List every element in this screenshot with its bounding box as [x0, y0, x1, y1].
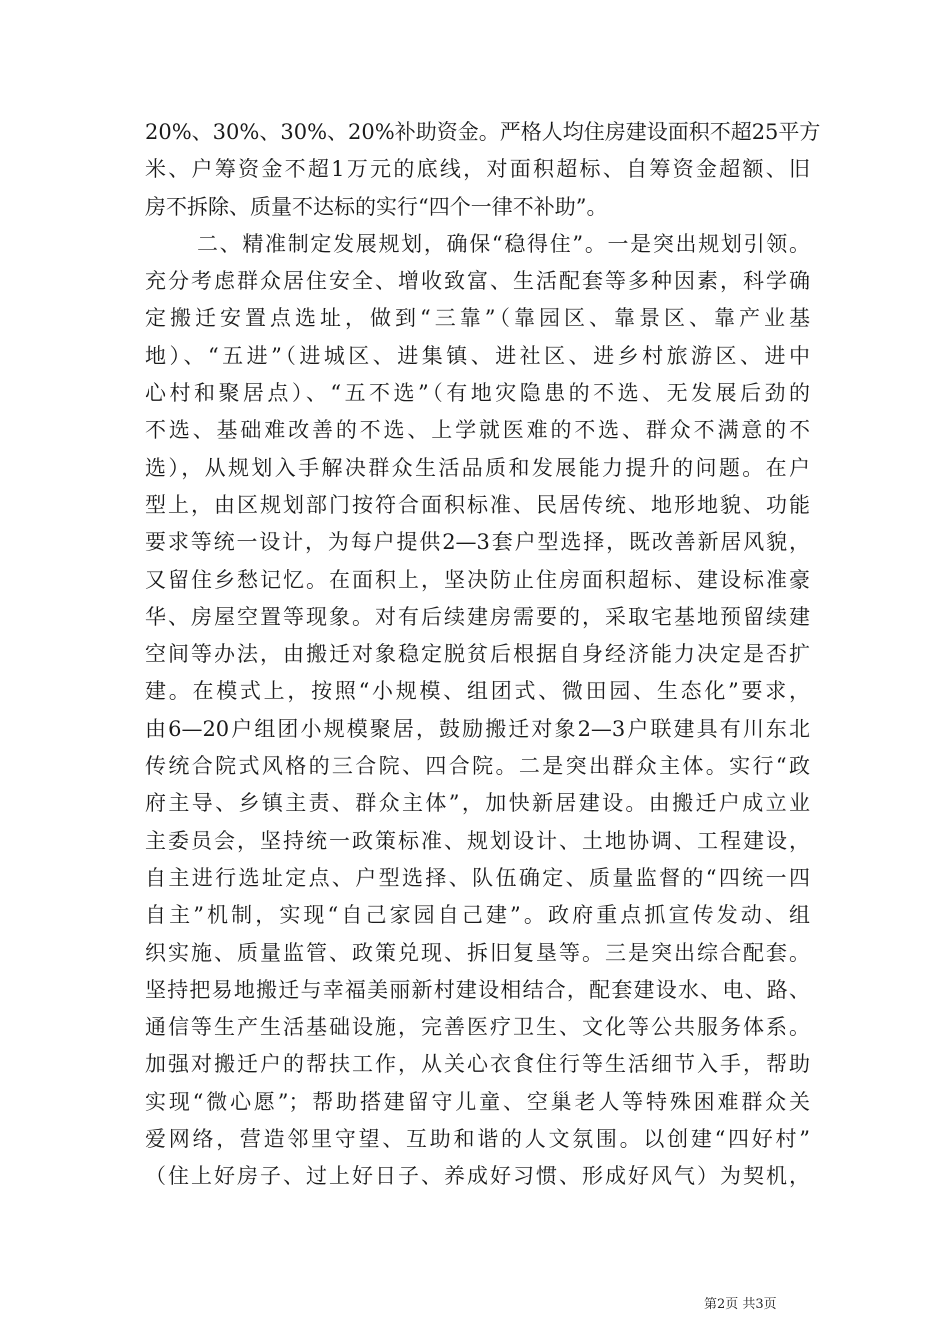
- text-line: 坚持把易地搬迁与幸福美丽新村建设相结合，配套建设水、电、路、: [145, 977, 810, 1002]
- text-line: 充分考虑群众居住安全、增收致富、生活配套等多种因素，科学确: [145, 269, 810, 294]
- text-line: 地）、“五进”（进城区、进集镇、进社区、进乡村旅游区、进中: [145, 343, 810, 368]
- text-line: 自主进行选址定点、户型选择、队伍确定、质量监督的“四统一四: [145, 865, 810, 890]
- page-number-footer: 第2页 共3页: [704, 1297, 777, 1312]
- text-line: 由6—20户组团小规模聚居，鼓励搬迁对象2—3户联建具有川东北: [145, 716, 810, 741]
- text-line: 选），从规划入手解决群众生活品质和发展能力提升的问题。在户: [145, 455, 810, 480]
- text-line: 府主导、乡镇主责、群众主体”，加快新居建设。由搬迁户成立业: [145, 791, 810, 816]
- text-line: 定搬迁安置点选址，做到“三靠”（靠园区、靠景区、靠产业基: [145, 306, 810, 331]
- text-line: 心村和聚居点）、“五不选”（有地灾隐患的不选、无发展后劲的: [145, 381, 810, 406]
- text-line: 华、房屋空置等现象。对有后续建房需要的，采取宅基地预留续建: [145, 604, 810, 629]
- text-line: 又留住乡愁记忆。在面积上，坚决防止住房面积超标、建设标准豪: [145, 567, 810, 592]
- paragraph-heading-line: 二、精准制定发展规划，确保“稳得住”。一是突出规划引领。: [197, 231, 810, 256]
- text-line: 20%、30%、30%、20%补助资金。严格人均住房建设面积不超25平方: [145, 120, 821, 144]
- text-line: 织实施、质量监管、政策兑现、拆旧复垦等。三是突出综合配套。: [145, 940, 810, 965]
- text-line: 传统合院式风格的三合院、四合院。二是突出群众主体。实行“政: [145, 754, 810, 779]
- text-line: 型上，由区规划部门按符合面积标准、民居传统、地形地貌、功能: [145, 492, 810, 517]
- text-line: 主委员会，坚持统一政策标准、规划设计、土地协调、工程建设，: [145, 828, 810, 853]
- text-line: 要求等统一设计，为每户提供2—3套户型选择，既改善新居风貌，: [145, 530, 810, 555]
- text-line: 不选、基础难改善的不选、上学就医难的不选、群众不满意的不: [145, 418, 810, 443]
- text-line: 通信等生产生活基础设施，完善医疗卫生、文化等公共服务体系。: [145, 1015, 810, 1040]
- text-line: 实现“微心愿”；帮助搭建留守儿童、空巢老人等特殊困难群众关: [145, 1089, 810, 1114]
- text-line: 加强对搬迁户的帮扶工作，从关心衣食住行等生活细节入手，帮助: [145, 1052, 810, 1077]
- text-line: 米、户筹资金不超1万元的底线，对面积超标、自筹资金超额、旧: [145, 157, 810, 182]
- text-line: 房不拆除、质量不达标的实行“四个一律不补助”。: [145, 194, 608, 219]
- text-line: 空间等办法，由搬迁对象稳定脱贫后根据自身经济能力决定是否扩: [145, 642, 810, 667]
- text-line: 爱网络，营造邻里守望、互助和谐的人文氛围。以创建“四好村”: [145, 1127, 810, 1152]
- document-body: [145, 114, 821, 1196]
- text-line: （住上好房子、过上好日子、养成好习惯、形成好风气）为契机，: [145, 1164, 810, 1189]
- text-line: 自主”机制，实现“自己家园自己建”。政府重点抓宣传发动、组: [145, 903, 810, 928]
- text-line: 建。在模式上，按照“小规模、组团式、微田园、生态化”要求，: [145, 679, 810, 704]
